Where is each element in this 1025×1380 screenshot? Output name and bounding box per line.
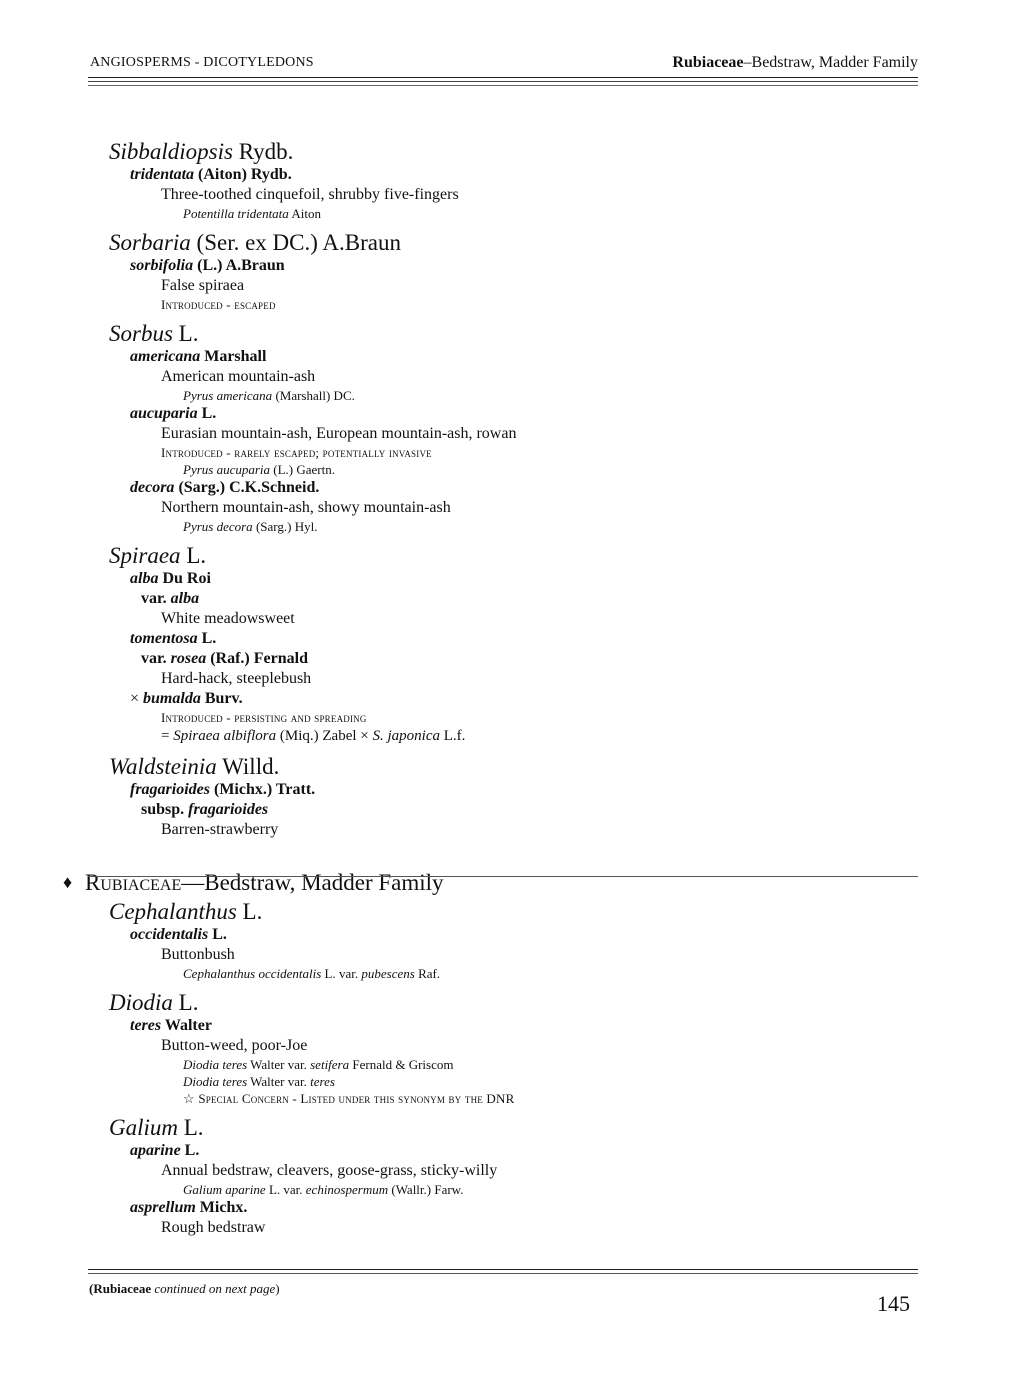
common-name: Buttonbush [161,946,235,963]
header-family-common: –Bedstraw, Madder Family [743,54,918,71]
synonym: Cephalanthus occidentalis L. var. pubescens Raf. [183,966,441,981]
page-number: 145 [877,1291,910,1316]
genus-heading: Sorbaria (Ser. ex DC.) A.Braun [109,230,401,255]
diamond-icon: ♦ [63,872,73,892]
species-line: fragarioides (Michx.) Tratt. [130,781,316,798]
common-name: White meadowsweet [161,610,295,627]
common-name: Barren-strawberry [161,821,279,838]
genus-heading: Spiraea L. [109,543,207,568]
main-content [0,137,1025,1238]
species-line: tridentata (Aiton) Rydb. [130,166,292,183]
status-note: ☆ Special Concern - Listed under this synonym by the DNR [183,1091,515,1106]
synonym: Galium aparine L. var. echinospermum (Wallr.) Farw. [183,1182,464,1197]
species-line: asprellum Michx. [130,1199,248,1216]
footer-rule-2 [88,1273,918,1274]
synonym: Diodia teres Walter var. teres [183,1074,335,1089]
section-divider [88,876,918,877]
genus-heading: Waldsteinia Willd. [109,754,280,779]
synonym: Pyrus aucuparia (L.) Gaertn. [183,462,335,477]
star-icon: ☆ [183,1091,195,1106]
status-note: Introduced - persisting and spreading [161,710,367,725]
common-name: Rough bedstraw [161,1219,266,1236]
family-heading: ♦ Rubiaceae—Bedstraw, Madder Family [63,870,444,895]
common-name: Button-weed, poor-Joe [161,1037,308,1054]
genus-heading: Galium L. [109,1115,204,1140]
status-note: Introduced - escaped [161,297,276,312]
status-note: Introduced - rarely escaped; potentially invasive [161,445,432,460]
common-name: Three-toothed cinquefoil, shrubby five-fingers [161,186,459,203]
common-name: Annual bedstraw, cleavers, goose-grass, sticky-willy [161,1162,498,1179]
synonym: Pyrus decora (Sarg.) Hyl. [183,519,318,534]
species-line: aucuparia L. [130,405,217,422]
genus-heading: Cephalanthus L. [109,899,263,924]
running-header-left: ANGIOSPERMS - DICOTYLEDONS [90,55,314,70]
species-line: occidentalis L. [130,926,227,943]
header-rule [88,77,918,78]
running-header-right [672,54,918,72]
common-name: False spiraea [161,277,245,294]
subspecies-line: subsp. fragarioides [141,801,269,818]
continued-note: (Rubiaceae continued on next page) [89,1281,280,1296]
variety-line: var. rosea (Raf.) Fernald [141,650,308,667]
genus-heading: Sorbus L. [109,321,199,346]
common-name: Northern mountain-ash, showy mountain-ash [161,499,451,516]
hybrid-parentage: = Spiraea albiflora (Miq.) Zabel × S. japonica L.f. [161,728,466,744]
species-line: decora (Sarg.) C.K.Schneid. [130,479,320,496]
genus-heading: Sibbaldiopsis Rydb. [109,139,294,164]
header-family: Rubiaceae [672,54,744,71]
header-rule-3 [88,85,918,86]
synonym: Pyrus americana (Marshall) DC. [183,388,355,403]
footer-rule [88,1269,918,1270]
header-rule-2 [88,81,918,82]
species-line: alba Du Roi [130,570,211,587]
species-line: aparine L. [130,1142,200,1159]
synonym: Diodia teres Walter var. setifera Fernald & Griscom [183,1057,454,1072]
species-line: sorbifolia (L.) A.Braun [130,257,285,274]
common-name: Eurasian mountain-ash, European mountain-ash, rowan [161,425,517,442]
species-line: americana Marshall [130,348,267,365]
species-line: tomentosa L. [130,630,217,647]
genus-heading: Diodia L. [109,990,199,1015]
species-line: teres Walter [130,1017,212,1034]
hybrid-line: × bumalda Burv. [130,690,243,707]
common-name: American mountain-ash [161,368,316,385]
common-name: Hard-hack, steeplebush [161,670,312,687]
variety-line: var. alba [141,590,200,607]
synonym: Potentilla tridentata Aiton [183,206,321,221]
